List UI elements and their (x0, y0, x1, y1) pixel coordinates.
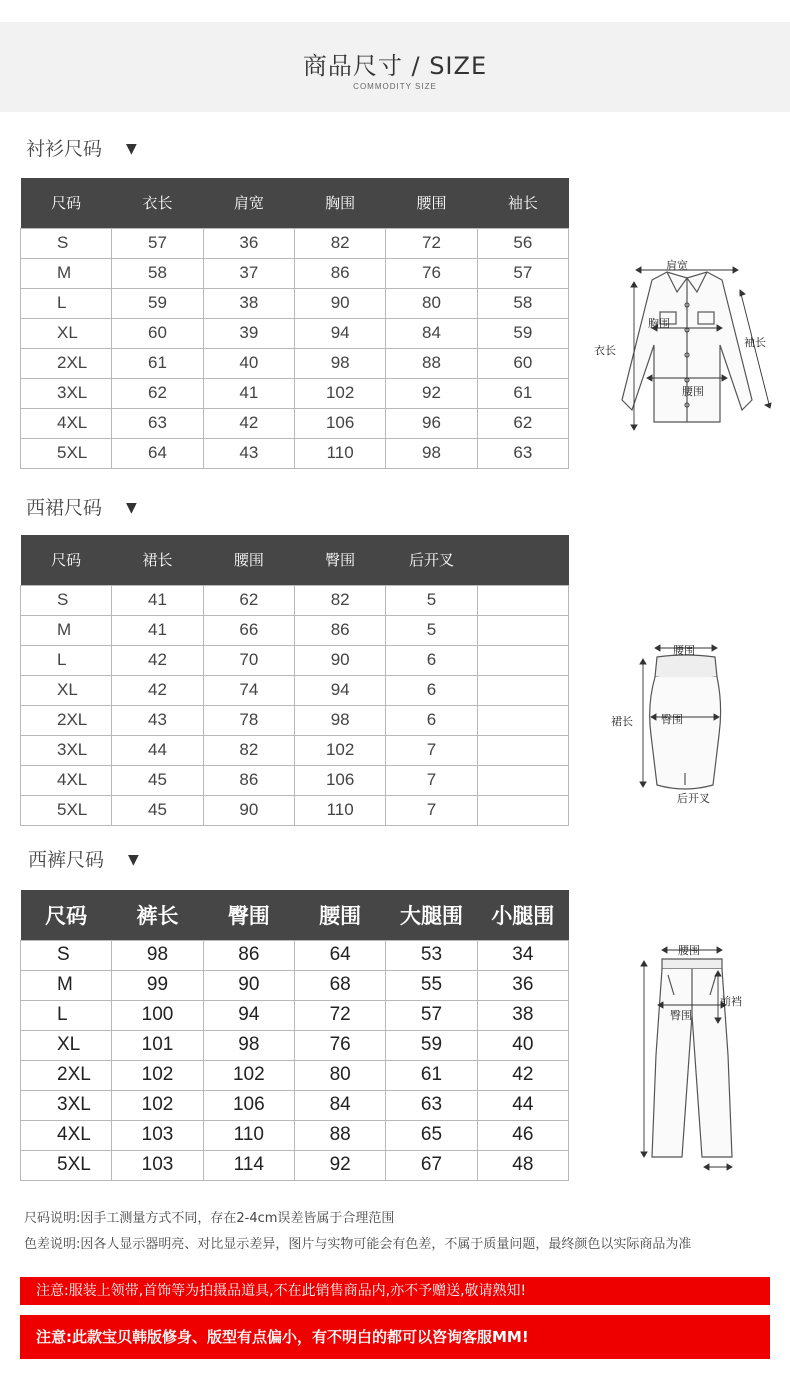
measure-cell: 102 (112, 1060, 203, 1090)
measure-cell (477, 585, 568, 615)
column-header: 裙长 (112, 535, 203, 585)
measure-cell: 44 (477, 1090, 568, 1120)
measure-cell: 110 (294, 795, 385, 825)
measure-cell: 44 (112, 735, 203, 765)
skirt-label-length: 裙长 (611, 715, 633, 728)
measure-cell: 5 (386, 585, 477, 615)
size-cell: XL (21, 675, 112, 705)
column-header: 腰围 (386, 178, 477, 228)
measure-cell: 76 (386, 258, 477, 288)
table-row (21, 1060, 569, 1090)
measure-cell: 82 (203, 735, 294, 765)
measure-cell: 7 (386, 735, 477, 765)
measure-cell: 40 (477, 1030, 568, 1060)
measure-cell: 92 (386, 378, 477, 408)
measure-cell: 57 (112, 228, 203, 258)
size-cell: 4XL (21, 765, 112, 795)
column-header: 尺码 (21, 890, 112, 940)
measure-cell: 62 (477, 408, 568, 438)
measure-cell: 90 (294, 288, 385, 318)
shirt-label-chest: 胸围 (648, 317, 670, 330)
measure-cell: 58 (112, 258, 203, 288)
pants-diagram (630, 935, 760, 1175)
measure-cell (477, 795, 568, 825)
measure-cell: 39 (203, 318, 294, 348)
measure-cell (477, 675, 568, 705)
measure-cell: 99 (112, 970, 203, 1000)
shirt-label-waist: 腰围 (682, 385, 704, 398)
measure-cell: 60 (112, 318, 203, 348)
table-row (21, 970, 569, 1000)
measure-cell: 78 (203, 705, 294, 735)
measure-cell: 106 (203, 1090, 294, 1120)
measure-cell: 72 (386, 228, 477, 258)
column-header: 臀围 (203, 890, 294, 940)
column-header: 后开叉 (386, 535, 477, 585)
measure-cell: 59 (477, 318, 568, 348)
measure-cell: 64 (294, 940, 385, 970)
column-header: 臀围 (294, 535, 385, 585)
measure-cell: 38 (203, 288, 294, 318)
table-row (21, 1090, 569, 1120)
size-cell: S (21, 585, 112, 615)
size-cell: L (21, 645, 112, 675)
measure-cell: 100 (112, 1000, 203, 1030)
pants-size-table (20, 890, 569, 1181)
measure-cell: 101 (112, 1030, 203, 1060)
measure-cell: 94 (203, 1000, 294, 1030)
measure-cell: 45 (112, 765, 203, 795)
page-subtitle: COMMODITY SIZE (353, 82, 437, 91)
measure-cell: 55 (386, 970, 477, 1000)
notice-banner-fit: 注意:此款宝贝韩版修身、版型有点偏小，有不明白的都可以咨询客服MM! (20, 1315, 770, 1359)
table-row (21, 318, 569, 348)
table-row (21, 378, 569, 408)
measure-cell: 43 (203, 438, 294, 468)
size-cell: 2XL (21, 1060, 112, 1090)
measure-cell: 96 (386, 408, 477, 438)
column-header: 袖长 (477, 178, 568, 228)
measure-cell: 42 (203, 408, 294, 438)
column-header: 尺码 (21, 535, 112, 585)
measure-cell: 94 (294, 675, 385, 705)
table-row (21, 795, 569, 825)
measure-cell: 58 (477, 288, 568, 318)
measure-cell: 98 (294, 348, 385, 378)
column-header: 衣长 (112, 178, 203, 228)
column-header: 尺码 (21, 178, 112, 228)
table-row (21, 940, 569, 970)
skirt-diagram (605, 635, 765, 810)
measure-cell: 61 (386, 1060, 477, 1090)
measure-cell: 110 (203, 1120, 294, 1150)
size-cell: S (21, 940, 112, 970)
measure-cell: 80 (294, 1060, 385, 1090)
table-header-row (21, 535, 569, 585)
pants-label-hip: 臀围 (670, 1009, 692, 1022)
table-row (21, 645, 569, 675)
triangle-down-icon: ▼ (128, 852, 139, 868)
skirt-size-table (20, 535, 569, 826)
table-row (21, 1030, 569, 1060)
size-cell: M (21, 258, 112, 288)
skirt-title-text: 西裙尺码 (26, 497, 103, 519)
measure-cell: 94 (294, 318, 385, 348)
measure-cell: 86 (294, 615, 385, 645)
table-row (21, 408, 569, 438)
shirt-label-shoulder: 肩宽 (666, 259, 688, 272)
measure-cell: 7 (386, 795, 477, 825)
pants-label-waist: 腰围 (678, 944, 700, 957)
measure-cell: 57 (386, 1000, 477, 1030)
measure-cell: 74 (203, 675, 294, 705)
measure-cell: 76 (294, 1030, 385, 1060)
measure-cell: 65 (386, 1120, 477, 1150)
measure-cell: 98 (112, 940, 203, 970)
column-header: 肩宽 (203, 178, 294, 228)
triangle-down-icon: ▼ (126, 500, 137, 516)
measure-cell: 36 (477, 970, 568, 1000)
measure-cell: 106 (294, 408, 385, 438)
measure-cell: 42 (477, 1060, 568, 1090)
skirt-section-title (26, 493, 137, 520)
shirt-title-text: 衬衫尺码 (26, 138, 103, 160)
measure-cell: 60 (477, 348, 568, 378)
size-cell: 5XL (21, 1150, 112, 1180)
pants-label-rise: 前裆 (720, 995, 742, 1008)
measure-cell: 103 (112, 1120, 203, 1150)
triangle-down-icon: ▼ (126, 141, 137, 157)
column-header: 小腿围 (477, 890, 568, 940)
measure-cell: 46 (477, 1120, 568, 1150)
skirt-label-hip: 臀围 (661, 713, 683, 726)
size-cell: L (21, 1000, 112, 1030)
table-row (21, 1150, 569, 1180)
table-row (21, 288, 569, 318)
measure-cell: 59 (112, 288, 203, 318)
measure-cell: 80 (386, 288, 477, 318)
measure-cell: 72 (294, 1000, 385, 1030)
measure-cell: 36 (203, 228, 294, 258)
measure-cell: 41 (203, 378, 294, 408)
measure-cell: 57 (477, 258, 568, 288)
measure-cell: 64 (112, 438, 203, 468)
size-cell: L (21, 288, 112, 318)
measure-cell: 41 (112, 615, 203, 645)
measure-cell: 102 (112, 1090, 203, 1120)
measure-cell: 62 (112, 378, 203, 408)
measure-cell: 63 (386, 1090, 477, 1120)
table-row (21, 1120, 569, 1150)
measure-cell: 6 (386, 705, 477, 735)
table-row (21, 765, 569, 795)
measure-cell: 67 (386, 1150, 477, 1180)
shirt-diagram (592, 250, 782, 440)
size-cell: S (21, 228, 112, 258)
measure-cell: 90 (294, 645, 385, 675)
measure-cell: 45 (112, 795, 203, 825)
size-cell: 5XL (21, 438, 112, 468)
shirt-label-sleeve: 袖长 (744, 336, 766, 349)
measure-cell: 43 (112, 705, 203, 735)
table-row (21, 228, 569, 258)
measure-cell: 59 (386, 1030, 477, 1060)
size-cell: 5XL (21, 795, 112, 825)
measure-cell: 6 (386, 645, 477, 675)
skirt-label-waist: 腰围 (673, 644, 695, 657)
table-row (21, 705, 569, 735)
table-row (21, 438, 569, 468)
shirt-section-title (26, 134, 137, 161)
measure-cell: 37 (203, 258, 294, 288)
measure-cell: 42 (112, 675, 203, 705)
measure-cell: 110 (294, 438, 385, 468)
measure-cell: 88 (294, 1120, 385, 1150)
measure-cell (477, 765, 568, 795)
measure-cell (477, 615, 568, 645)
pants-title-text: 西裤尺码 (28, 849, 105, 871)
measure-cell: 98 (203, 1030, 294, 1060)
size-cell: M (21, 615, 112, 645)
measure-cell: 68 (294, 970, 385, 1000)
page-header (0, 22, 790, 112)
measure-cell: 61 (477, 378, 568, 408)
measure-cell: 82 (294, 585, 385, 615)
table-row (21, 735, 569, 765)
size-cell: 2XL (21, 705, 112, 735)
measure-cell: 86 (203, 940, 294, 970)
table-row (21, 675, 569, 705)
table-header-row (21, 890, 569, 940)
measure-cell: 98 (294, 705, 385, 735)
measure-cell: 114 (203, 1150, 294, 1180)
table-row (21, 1000, 569, 1030)
measure-cell: 88 (386, 348, 477, 378)
table-row (21, 615, 569, 645)
column-header: 腰围 (203, 535, 294, 585)
column-header: 裤长 (112, 890, 203, 940)
measure-cell: 82 (294, 228, 385, 258)
measure-cell: 61 (112, 348, 203, 378)
measure-cell: 102 (294, 378, 385, 408)
measure-cell: 48 (477, 1150, 568, 1180)
measure-cell: 66 (203, 615, 294, 645)
table-row (21, 585, 569, 615)
measure-cell: 6 (386, 675, 477, 705)
color-note: 色差说明:因各人显示器明亮、对比显示差异，图片与实物可能会有色差，不属于质量问题，最终颜色以实际商品为准 (24, 1237, 692, 1252)
size-cell: 3XL (21, 735, 112, 765)
column-header: 胸围 (294, 178, 385, 228)
measure-cell: 92 (294, 1150, 385, 1180)
measure-cell: 90 (203, 795, 294, 825)
shirt-label-length: 衣长 (594, 344, 616, 357)
measure-cell: 42 (112, 645, 203, 675)
measure-cell: 103 (112, 1150, 203, 1180)
measure-cell: 62 (203, 585, 294, 615)
page-title: 商品尺寸 / SIZE (302, 52, 488, 80)
measure-cell: 63 (477, 438, 568, 468)
column-header: 腰围 (294, 890, 385, 940)
size-cell: 2XL (21, 348, 112, 378)
size-cell: M (21, 970, 112, 1000)
measure-cell: 34 (477, 940, 568, 970)
measure-cell: 84 (386, 318, 477, 348)
notice-banner-props: 注意:服装上领带,首饰等为拍摄品道具,不在此销售商品内,亦不予赠送,敬请熟知! (20, 1277, 770, 1305)
measure-cell (477, 735, 568, 765)
measure-cell: 102 (203, 1060, 294, 1090)
table-header-row (21, 178, 569, 228)
measure-cell: 90 (203, 970, 294, 1000)
measure-cell: 86 (294, 258, 385, 288)
measure-cell: 63 (112, 408, 203, 438)
column-header (477, 535, 568, 585)
pants-illustration (630, 935, 760, 1175)
measure-cell (477, 645, 568, 675)
measure-cell: 56 (477, 228, 568, 258)
measure-cell: 53 (386, 940, 477, 970)
size-cell: 3XL (21, 1090, 112, 1120)
measure-cell: 98 (386, 438, 477, 468)
measure-cell: 102 (294, 735, 385, 765)
measure-cell: 7 (386, 765, 477, 795)
measure-cell: 86 (203, 765, 294, 795)
measure-cell: 41 (112, 585, 203, 615)
measure-cell: 5 (386, 615, 477, 645)
column-header: 大腿围 (386, 890, 477, 940)
measure-cell: 70 (203, 645, 294, 675)
measure-cell: 38 (477, 1000, 568, 1030)
measure-cell: 40 (203, 348, 294, 378)
size-cell: 4XL (21, 1120, 112, 1150)
table-row (21, 258, 569, 288)
measure-cell: 84 (294, 1090, 385, 1120)
skirt-label-slit: 后开叉 (677, 792, 710, 805)
size-cell: 3XL (21, 378, 112, 408)
size-note: 尺码说明:因手工测量方式不同，存在2-4cm误差皆属于合理范围 (24, 1211, 395, 1226)
measure-cell: 106 (294, 765, 385, 795)
shirt-size-table (20, 178, 569, 469)
pants-section-title (28, 845, 139, 872)
size-cell: XL (21, 1030, 112, 1060)
size-cell: 4XL (21, 408, 112, 438)
table-row (21, 348, 569, 378)
measure-cell (477, 705, 568, 735)
size-cell: XL (21, 318, 112, 348)
